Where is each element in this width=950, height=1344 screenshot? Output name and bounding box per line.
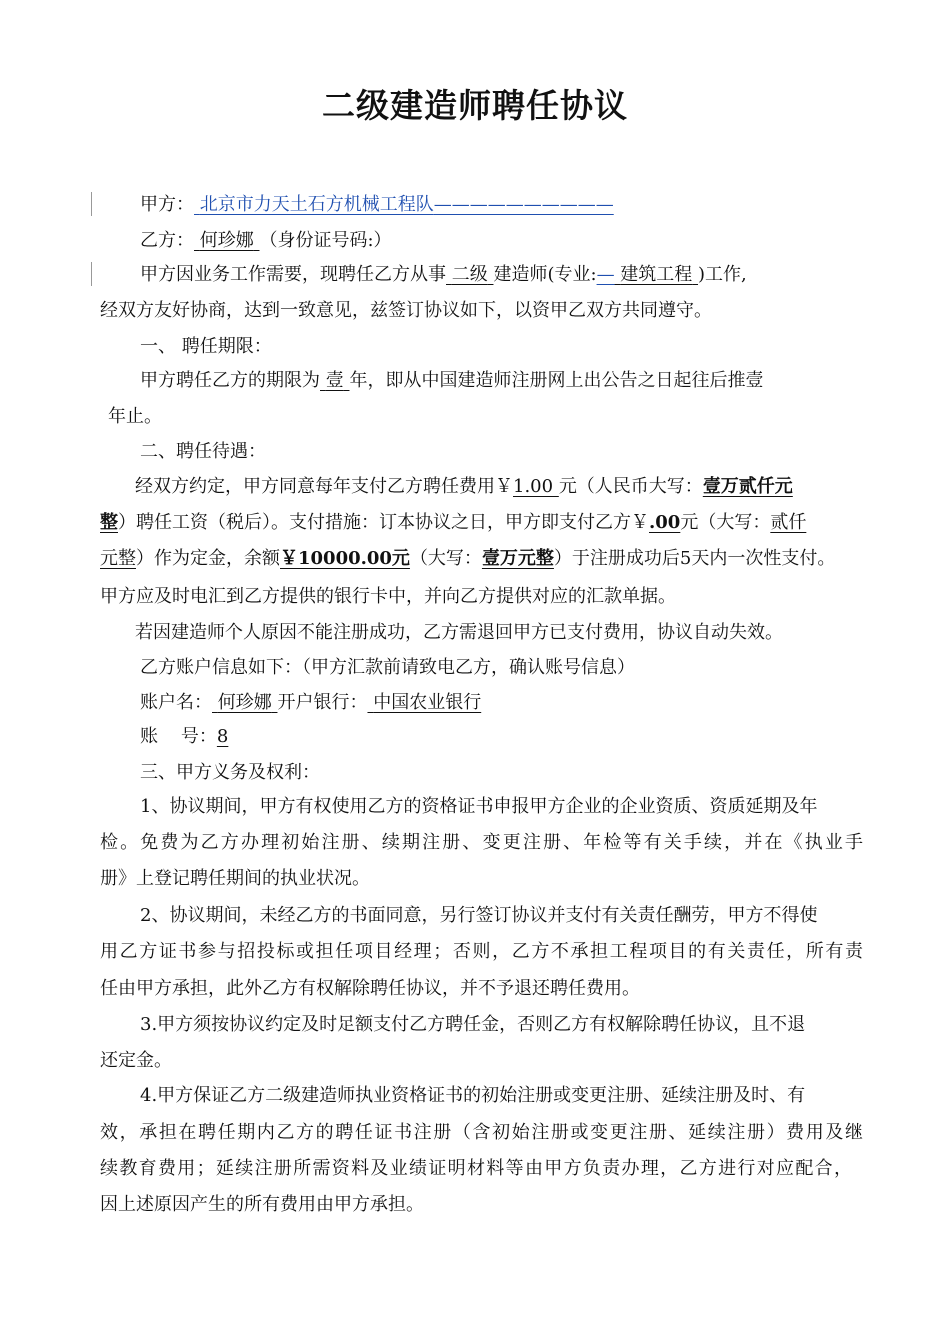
clause-4-line: 效，承担在聘任期内乙方的聘任证书注册（含初始注册或变更注册、延续注册）费用及继 [100,1122,863,1143]
term-years-field: 壹 [325,370,344,391]
party-b-line [140,229,920,253]
pay-line-3: 元整）作为定金，余额￥10000.00元（大写：壹万元整）于注册成功后5天内一次性支付。 [100,548,836,569]
revision-mark [91,262,92,286]
account-name: 何珍娜 [217,692,272,713]
term-line-2: 年止。 [108,406,162,427]
section-2-heading: 二、聘任待遇： [140,441,266,462]
account-number: 8 [216,726,229,747]
clause-3-line: 还定金。 [100,1050,172,1071]
clause-2-line: 用乙方证书参与招投标或担任项目经理；否则，乙方不承担工程项目的有关责任，所有责 [100,941,863,962]
intro-line-2: 经双方友好协商，达到一致意见，兹签订协议如下，以资甲乙双方共同遵守。 [100,300,712,321]
party-a-label: 甲方： [140,194,194,215]
refund-line: 若因建造师个人原因不能注册成功，乙方需退回甲方已支付费用，协议自动失效。 [135,622,783,643]
party-b-name: 何珍娜 [199,230,254,251]
clause-1-line: 册》上登记聘任期间的执业状况。 [100,868,370,889]
level-field: 二级 [451,264,488,285]
section-1-heading: 一、 聘任期限： [140,336,272,357]
annual-fee: 1.00 [513,476,559,497]
account-info-line: 乙方账户信息如下：（甲方汇款前请致电乙方，确认账号信息） [140,657,635,678]
party-b-label: 乙方： [140,230,194,251]
term-line-1: 甲方聘任乙方的期限为 壹 年，即从中国建造师注册网上出公告之日起往后推壹 [140,370,764,391]
party-a-name: 北京市力天土石方机械工程队—————————— [199,194,614,215]
clause-4-line: 续教育费用；延续注册所需资料及业绩证明材料等由甲方负责办理，乙方进行对应配合， [100,1158,852,1179]
annual-fee-cn: 壹万贰仟元 [702,476,793,497]
deposit-cn: 贰仟 [770,512,807,533]
account-number-line: 账 号：8 [140,726,229,747]
account-name-line: 账户名： 何珍娜 开户银行： 中国农业银行 [140,692,482,713]
document-title: 二级建造师聘任协议 [322,86,628,125]
clause-4-line: 4.甲方保证乙方二级建造师执业资格证书的初始注册或变更注册、延续注册及时、有 [140,1085,806,1106]
clause-2-line: 任由甲方承担，此外乙方有权解除聘任协议，并不予退还聘任费用。 [100,978,640,999]
section-3-heading: 三、甲方义务及权利： [140,762,320,783]
pay-line-1: 经双方约定，甲方同意每年支付乙方聘任费用￥1.00 元（人民币大写：壹万贰仟元 [135,476,793,497]
pay-line-2: 整）聘任工资（税后）。支付措施：订本协议之日，甲方即支付乙方￥.00元（大写：贰仟 [100,512,807,533]
bank-name: 中国农业银行 [373,692,482,713]
clause-1-line: 检。免费为乙方办理初始注册、续期注册、变更注册、年检等有关手续，并在《执业手 [100,832,863,853]
intro-line-1: 甲方因业务工作需要，现聘任乙方从事 二级 建造师(专业:— 建筑工程 )工作, [140,264,747,285]
revision-mark [91,192,92,216]
balance-amount: ￥10000.00元 [280,548,410,569]
clause-1-line: 1、协议期间，甲方有权使用乙方的资格证书申报甲方企业的企业资质、资质延期及年 [140,796,818,817]
deposit-amount: .00 [649,512,681,533]
major-field: 建筑工程 [620,264,693,285]
party-a-line [140,193,920,217]
clause-2-line: 2、协议期间，未经乙方的书面同意，另行签订协议并支付有关责任酬劳，甲方不得使 [140,905,818,926]
balance-cn: 壹万元整 [481,548,554,569]
pay-line-4: 甲方应及时电汇到乙方提供的银行卡中，并向乙方提供对应的汇款单据。 [100,586,676,607]
party-b-id-note: （身份证号码:） [259,230,392,251]
clause-4-line: 因上述原因产生的所有费用由甲方承担。 [100,1194,424,1215]
clause-3-line: 3.甲方须按协议约定及时足额支付乙方聘任金，否则乙方有权解除聘任协议，且不退 [140,1014,806,1035]
